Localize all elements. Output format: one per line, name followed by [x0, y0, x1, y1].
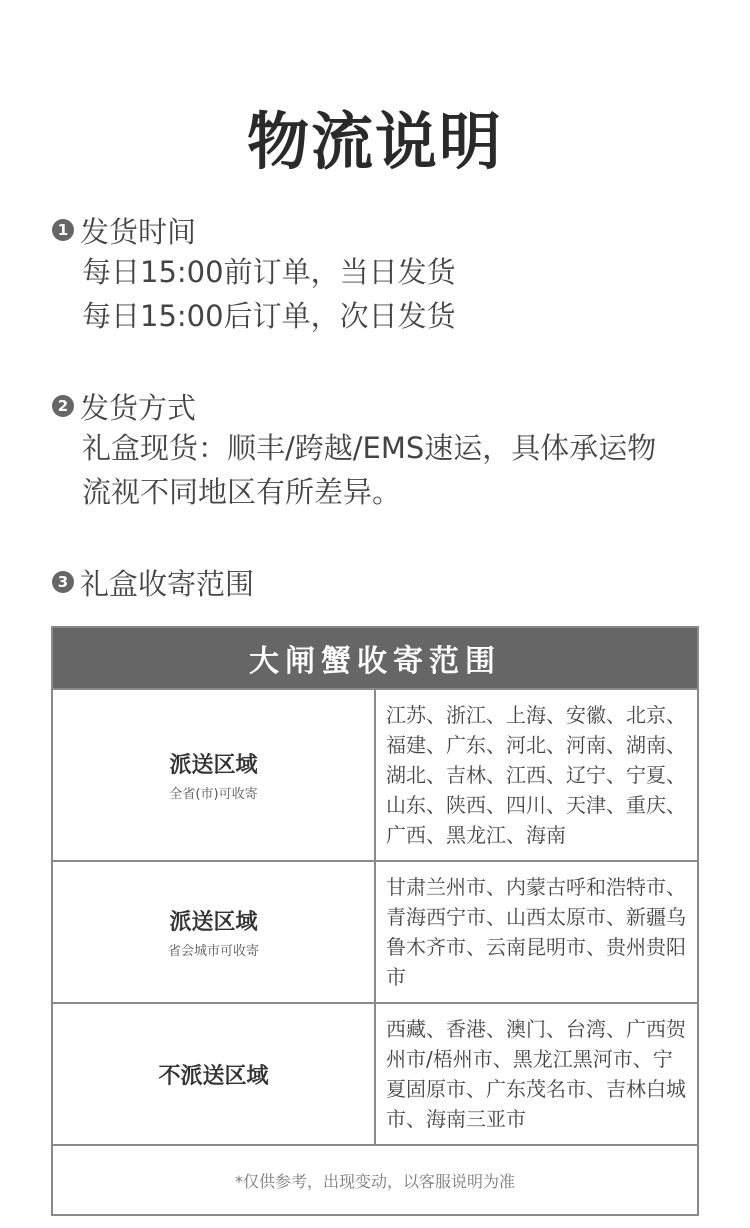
- table-row: [52, 689, 698, 861]
- section-heading-text: 礼盒收寄范围: [80, 566, 255, 601]
- number-badge-icon: 3: [52, 571, 74, 593]
- number-badge-icon: 1: [52, 219, 74, 241]
- section-line: 每日15:00后订单，次日发货: [82, 299, 456, 333]
- row-content: 甘肃兰州市、内蒙古呼和浩特市、青海西宁市、山西太原市、新疆乌鲁木齐市、云南昆明市、贵州贵阳市: [375, 861, 698, 1003]
- table-header: 大闸蟹收寄范围: [52, 627, 698, 689]
- page-title: 物流说明: [246, 105, 503, 178]
- row-content: 西藏、香港、澳门、台湾、广西贺州市/梧州市、黑龙江黑河市、宁夏固原市、广东茂名市、吉林白城市、海南三亚市: [375, 1003, 698, 1145]
- row-label-cell: [52, 689, 375, 861]
- row-label-cell: [52, 1003, 375, 1145]
- row-content: 江苏、浙江、上海、安徽、北京、福建、广东、河北、河南、湖南、湖北、吉林、江西、辽宁、宁夏、山东、陕西、四川、天津、重庆、广西、黑龙江、海南: [375, 689, 698, 861]
- row-label: 派送区域: [169, 910, 258, 935]
- table-footnote: *仅供参考，出现变动，以客服说明为准: [52, 1145, 698, 1215]
- row-sublabel: 全省(市)可收寄: [169, 787, 258, 802]
- table-row: [52, 1003, 698, 1145]
- section-delivery-time: [52, 210, 702, 338]
- section-shipping-range: [52, 562, 702, 602]
- section-heading-text: 发货时间: [80, 214, 197, 249]
- section-heading: [52, 210, 702, 250]
- section-delivery-method: [52, 386, 702, 514]
- section-line: 流视不同地区有所差异。: [82, 475, 402, 509]
- row-label-cell: [52, 861, 375, 1003]
- shipping-range-table: [51, 626, 699, 1216]
- section-heading: [52, 562, 702, 602]
- section-heading-text: 发货方式: [80, 390, 197, 425]
- row-label: 派送区域: [169, 753, 258, 778]
- number-badge-icon: 2: [52, 395, 74, 417]
- row-label: 不派送区域: [158, 1063, 269, 1089]
- row-sublabel: 省会城市可收寄: [167, 944, 259, 959]
- section-line: 礼盒现货：顺丰/跨越/EMS速运，具体承运物: [82, 431, 657, 465]
- section-line: 每日15:00前订单，当日发货: [82, 255, 456, 289]
- table-row: [52, 861, 698, 1003]
- section-heading: [52, 386, 702, 426]
